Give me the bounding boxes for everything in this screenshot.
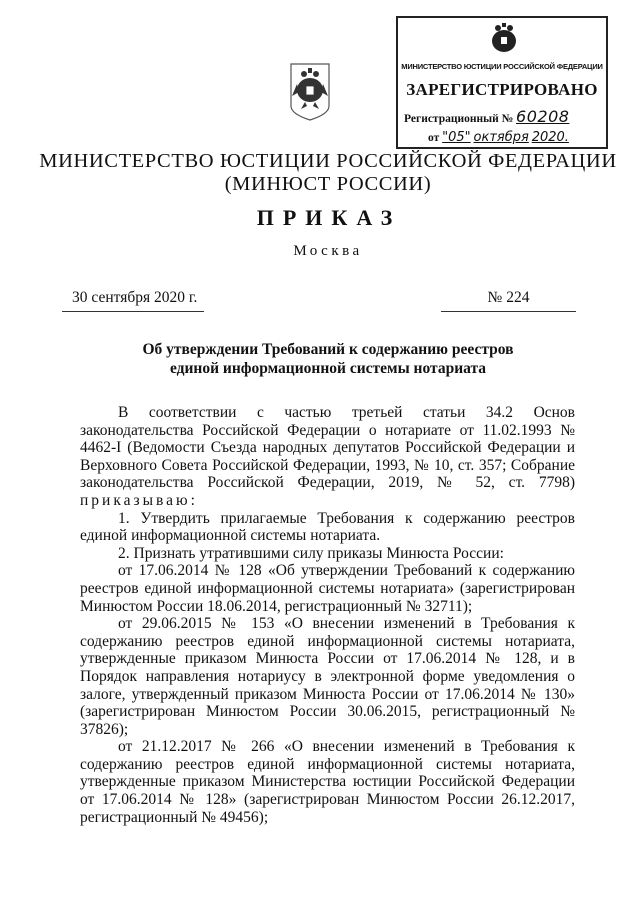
- title-line-2: единой информационной системы нотариата: [169, 360, 487, 377]
- ministry-name: МИНИСТЕРСТВО ЮСТИЦИИ РОССИЙСКОЙ ФЕДЕРАЦИИ: [39, 150, 617, 172]
- stamp-date-year: 2020.: [531, 130, 569, 145]
- paragraph-repealed-order-128: от 17.06.2014 № 128 «Об утверждении Требований к содержанию реестров единой информационной системы нотариата» (зарегистрирован Минюстом России 18.06.2014, регистрационный № 32711);: [80, 562, 575, 615]
- paragraph-preamble: [80, 404, 575, 510]
- stamp-reg-number: 60208: [516, 107, 570, 126]
- paragraph-repealed-order-153: от 29.06.2015 № 153 «О внесении изменений в Требования к содержанию реестров единой информационной системы нотариата, утвержденные приказом Минюста России от 17.06.2014 № 128, и в Порядок направления нотариусу в электронной форме уведомления о залоге, утвержденный приказом Минюста России от 17.06.2014 № 130» (зарегистрирован Минюстом России 30.06.2015, регистрационный № 37826);: [80, 615, 575, 738]
- stamp-date-prefix: от: [428, 132, 440, 144]
- ministry-short-name: (МИНЮСТ РОССИИ): [224, 173, 432, 195]
- paragraph-item-1: 1. Утвердить прилагаемые Требования к содержанию реестров единой информационной системы нотариата.: [80, 509, 575, 545]
- ministry-header: [0, 150, 640, 196]
- stamp-date-month: октября: [473, 130, 529, 145]
- stamp-registration-number: [404, 107, 569, 126]
- stamp-status: ЗАРЕГИСТРИРОВАНО: [406, 80, 598, 99]
- document-type: ПРИКАЗ: [256, 205, 402, 230]
- document-body: [80, 404, 575, 826]
- stamp-reg-label: Регистрационный №: [404, 113, 514, 125]
- order-number: № 224: [441, 289, 576, 312]
- order-word: приказываю:: [80, 491, 198, 509]
- russian-coat-of-arms-icon: [289, 62, 331, 122]
- paragraph-repealed-order-266: от 21.12.2017 № 266 «О внесении изменений в Требования к содержанию реестров единой информационной системы нотариата, утвержденные приказом Министерства юстиции Российской Федерации от 17.06.2014 № 128» (зарегистрирован Минюстом России 26.12.2017, регистрационный № 49456);: [80, 738, 575, 826]
- title-line-1: Об утверждении Требований к содержанию реестров: [142, 341, 514, 358]
- double-headed-eagle-icon: [486, 22, 522, 56]
- stamp-date: [428, 130, 569, 145]
- registration-stamp: [396, 16, 608, 149]
- paragraph-item-2: 2. Признать утратившими силу приказы Минюста России:: [118, 544, 504, 562]
- preamble-text: В соответствии с частью третьей статьи 34.2 Основ законодательства Российской Федерации о нотариате от 11.02.1993 № 4462-I (Ведомости Съезда народных депутатов Российской Федерации и Верховного Совета Российской Федерации, 1993, № 10, ст. 357; Собрание законодательства Российской Федерации, 2019, № 52, ст. 7798): [80, 404, 575, 492]
- order-title: [0, 340, 640, 378]
- order-date: 30 сентября 2020 г.: [62, 289, 204, 312]
- stamp-date-day: "05": [442, 130, 471, 145]
- city: Москва: [293, 243, 363, 259]
- stamp-ministry-name: МИНИСТЕРСТВО ЮСТИЦИИ РОССИЙСКОЙ ФЕДЕРАЦИИ: [401, 62, 603, 71]
